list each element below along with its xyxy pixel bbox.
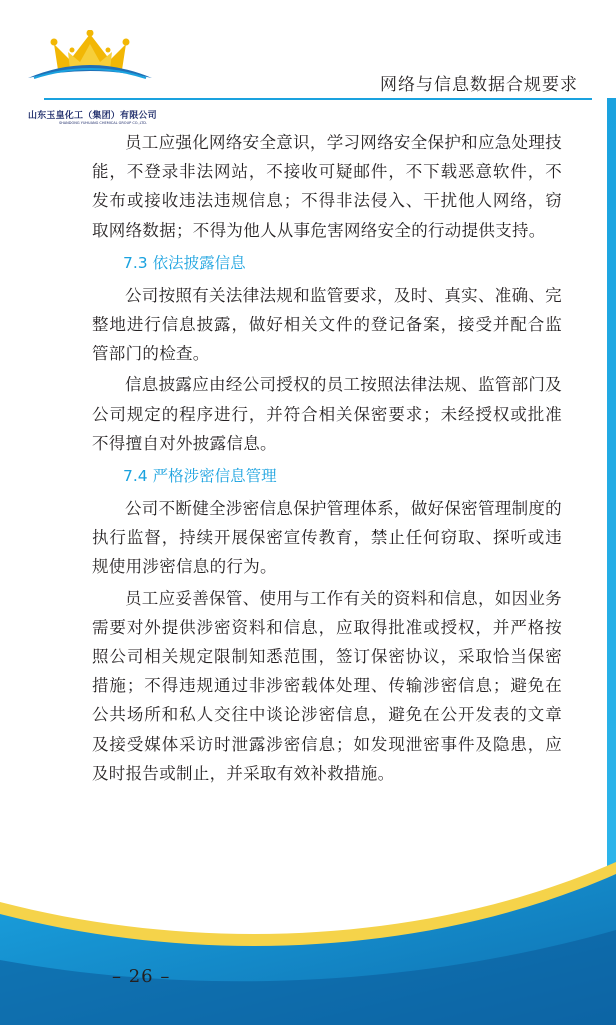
section-heading-7-4: 7.4 严格涉密信息管理 bbox=[123, 467, 277, 486]
section-paragraph: 公司按照有关法律法规和监管要求，及时、真实、准确、完整地进行信息披露，做好相关文件的登记备案，接受并配合监管部门的检查。 bbox=[92, 285, 562, 364]
document-title: 网络与信息数据合规要求 bbox=[380, 75, 578, 95]
section-heading-7-3: 7.3 依法披露信息 bbox=[123, 253, 246, 272]
section-paragraph: 员工应妥善保管、使用与工作有关的资料和信息，如因业务需要对外提供涉密资料和信息，应取得批准或授权，并严格按照公司相关规定限制知悉范围，签订保密协议，采取恰当保密措施；不得违规通过非涉密载体处理、传输涉密信息；避免在公共场所和私人交往中谈论涉密信息，避免在公开发表的文章及接受媒体采访时泄露涉密信息；如发现泄密事件及隐患，应及时报告或制止，并采取有效补救措施。 bbox=[92, 588, 562, 783]
intro-paragraph: 员工应强化网络安全意识，学习网络安全保护和应急处理技能，不登录非法网站，不接收可疑邮件，不下载恶意软件，不发布或接收违法违规信息；不得非法侵入、干扰他人网络，窃取网络数据；不得为他人从事危害网络安全的行动提供支持。 bbox=[92, 133, 562, 240]
crown-logo-icon bbox=[24, 30, 156, 80]
company-logo bbox=[24, 30, 157, 125]
page-number: – 26 – bbox=[112, 966, 171, 987]
company-name-cn: 山东玉皇化工（集团）有限公司 bbox=[28, 111, 157, 121]
section-paragraph: 公司不断健全涉密信息保护管理体系，做好保密管理制度的执行监督，持续开展保密宣传教育，禁止任何窃取、探听或违规使用涉密信息的行为。 bbox=[92, 499, 562, 577]
company-name-en: SHANDONG YUHUANG CHEMICAL GROUP CO.,LTD. bbox=[58, 121, 148, 125]
header-divider bbox=[44, 98, 592, 100]
document-content bbox=[92, 128, 562, 788]
footer-white-wave bbox=[0, 905, 616, 1025]
section-paragraph: 信息披露应由经公司授权的员工按照法律法规、监管部门及公司规定的程序进行，并符合相关保密要求；未经授权或批准不得擅自对外披露信息。 bbox=[92, 375, 562, 453]
